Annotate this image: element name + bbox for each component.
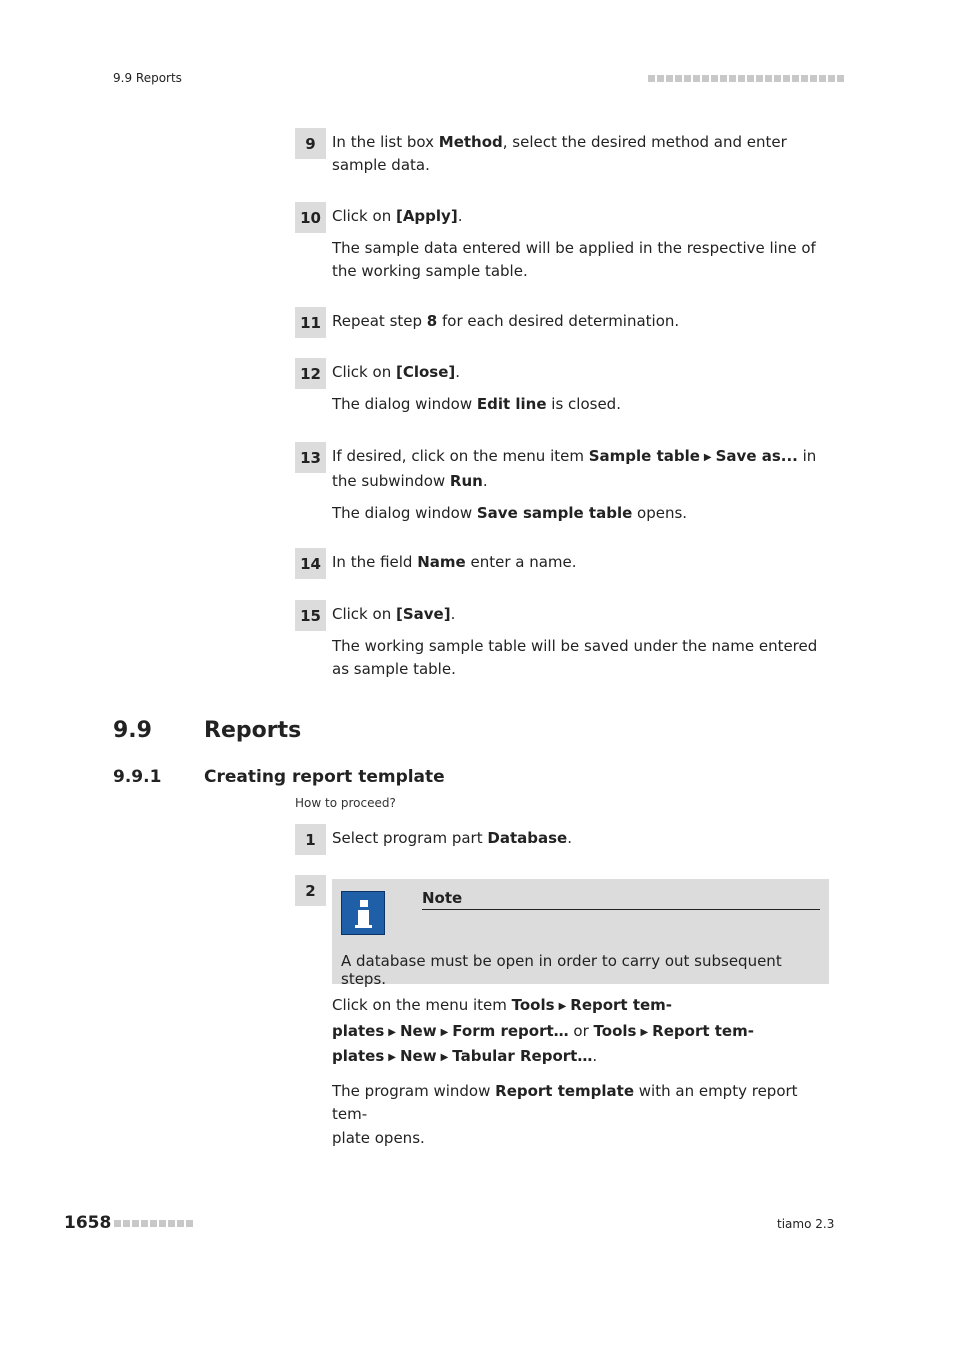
step-2-body (332, 994, 798, 1150)
step-result: The sample data entered will be applied in the respective line of the working sample table. (332, 239, 816, 280)
decor-square (810, 75, 817, 82)
footer-dots (114, 1220, 193, 1227)
decor-square (186, 1220, 193, 1227)
decor-square (819, 75, 826, 82)
page-number: 1658 (64, 1213, 112, 1233)
text: . (567, 829, 572, 847)
subsection-title: Creating report template (204, 767, 445, 787)
note-box (332, 879, 829, 988)
step-number: 12 (295, 358, 326, 389)
text: The dialog window (332, 395, 477, 413)
text: If desired, click on the menu item (332, 447, 589, 465)
decor-square (123, 1220, 130, 1227)
ui-term: Tools (593, 1021, 637, 1040)
subsection-number: 9.9.1 (113, 767, 162, 787)
decor-square (801, 75, 808, 82)
text: In the list box (332, 133, 439, 151)
step-number: 2 (295, 875, 326, 906)
text: . (592, 1047, 598, 1065)
decor-square (114, 1220, 121, 1227)
text: , select the desired method and enter sample data. (332, 133, 787, 174)
section-number: 9.9 (113, 718, 152, 743)
ui-term: Name (417, 553, 466, 571)
ui-term: Form report… (452, 1021, 569, 1040)
text: plate opens. (332, 1128, 425, 1147)
note-title: Note (422, 889, 820, 910)
decor-square (657, 75, 664, 82)
ui-term: [Apply] (395, 207, 458, 225)
ui-term: 8 (426, 312, 438, 330)
text: Repeat step (332, 312, 427, 330)
step-body (332, 603, 829, 681)
text: or (568, 1021, 594, 1040)
menu-arrow-icon: ▶ (440, 1052, 449, 1063)
decor-square (684, 75, 691, 82)
decor-square (693, 75, 700, 82)
decor-square (720, 75, 727, 82)
decor-square (765, 75, 772, 82)
ui-term: Edit line (476, 395, 547, 413)
text: In the field (332, 553, 418, 571)
ui-term: Report template (495, 1081, 635, 1100)
step-result: The working sample table will be saved under the name entered as sample table. (332, 637, 818, 678)
decor-square (159, 1220, 166, 1227)
ui-term: New (399, 1021, 437, 1040)
step-body (332, 205, 829, 283)
step-number: 1 (295, 824, 326, 855)
decor-square (132, 1220, 139, 1227)
how-to-proceed: How to proceed? (295, 796, 396, 810)
step-body (332, 131, 829, 177)
decor-square (150, 1220, 157, 1227)
text: is closed. (546, 395, 621, 413)
ui-term: plates (332, 1021, 385, 1040)
decor-square (837, 75, 844, 82)
step-number: 10 (295, 202, 326, 233)
text: The program window (332, 1081, 496, 1100)
ui-term: [Close] (395, 363, 456, 381)
ui-term: Tabular Report… (452, 1047, 593, 1065)
step-number: 14 (295, 548, 326, 579)
ui-term: Save sample table (476, 504, 633, 522)
product-name: tiamo 2.3 (777, 1217, 835, 1231)
menu-arrow-icon: ▶ (558, 1001, 567, 1012)
menu-arrow-icon: ▶ (640, 1026, 649, 1038)
text: The dialog window (332, 504, 477, 522)
ui-term: Database (487, 829, 568, 847)
decor-square (141, 1220, 148, 1227)
text: with an empty report tem- (332, 1081, 798, 1123)
text: . (450, 605, 456, 623)
decor-square (648, 75, 655, 82)
decor-square (774, 75, 781, 82)
decor-square (168, 1220, 175, 1227)
step-number: 11 (295, 307, 326, 338)
text: . (482, 472, 488, 490)
section-heading (113, 718, 302, 743)
text: Select program part (332, 829, 488, 847)
decor-square (747, 75, 754, 82)
decor-square (828, 75, 835, 82)
text: Click on (332, 363, 396, 381)
section-title: Reports (204, 718, 302, 743)
step-number: 13 (295, 442, 326, 473)
text: enter a name. (465, 553, 577, 571)
decor-square (177, 1220, 184, 1227)
step-body (332, 827, 829, 850)
info-icon (341, 891, 385, 935)
ui-term: New (399, 1047, 437, 1065)
text: Click on (332, 207, 396, 225)
ui-term: Save as... (715, 447, 798, 465)
ui-term: Report tem- (570, 996, 673, 1014)
decor-square (666, 75, 673, 82)
decor-square (711, 75, 718, 82)
menu-arrow-icon: ▶ (703, 452, 712, 463)
step-body (332, 310, 829, 333)
text: in the subwindow (332, 447, 817, 490)
text: Click on (332, 605, 396, 623)
menu-arrow-icon: ▶ (388, 1052, 396, 1063)
ui-term: Tools (511, 996, 555, 1014)
step-body (332, 361, 829, 416)
text: for each desired determination. (437, 312, 680, 330)
step-number: 9 (295, 128, 326, 159)
menu-arrow-icon: ▶ (388, 1026, 396, 1038)
step-body (332, 551, 829, 574)
ui-term: Report tem- (652, 1021, 754, 1040)
ui-term: [Save] (395, 605, 451, 623)
note-text: A database must be open in order to carry out subsequent steps. (341, 952, 782, 988)
decor-square (783, 75, 790, 82)
ui-term: Method (438, 133, 503, 151)
ui-term: Sample table (588, 447, 700, 465)
text: opens. (632, 504, 688, 522)
step-body (332, 445, 829, 525)
decor-square (702, 75, 709, 82)
text: Click on the menu item (332, 996, 512, 1014)
header-dots (648, 75, 844, 82)
decor-square (738, 75, 745, 82)
decor-square (675, 75, 682, 82)
subsection-heading (113, 767, 445, 787)
decor-square (729, 75, 736, 82)
decor-square (792, 75, 799, 82)
ui-term: plates (332, 1047, 385, 1065)
menu-arrow-icon: ▶ (440, 1026, 449, 1038)
ui-term: Run (449, 472, 483, 490)
text: . (457, 207, 463, 225)
text: . (455, 363, 461, 381)
decor-square (756, 75, 763, 82)
step-number: 15 (295, 600, 326, 631)
running-header: 9.9 Reports (113, 71, 182, 85)
